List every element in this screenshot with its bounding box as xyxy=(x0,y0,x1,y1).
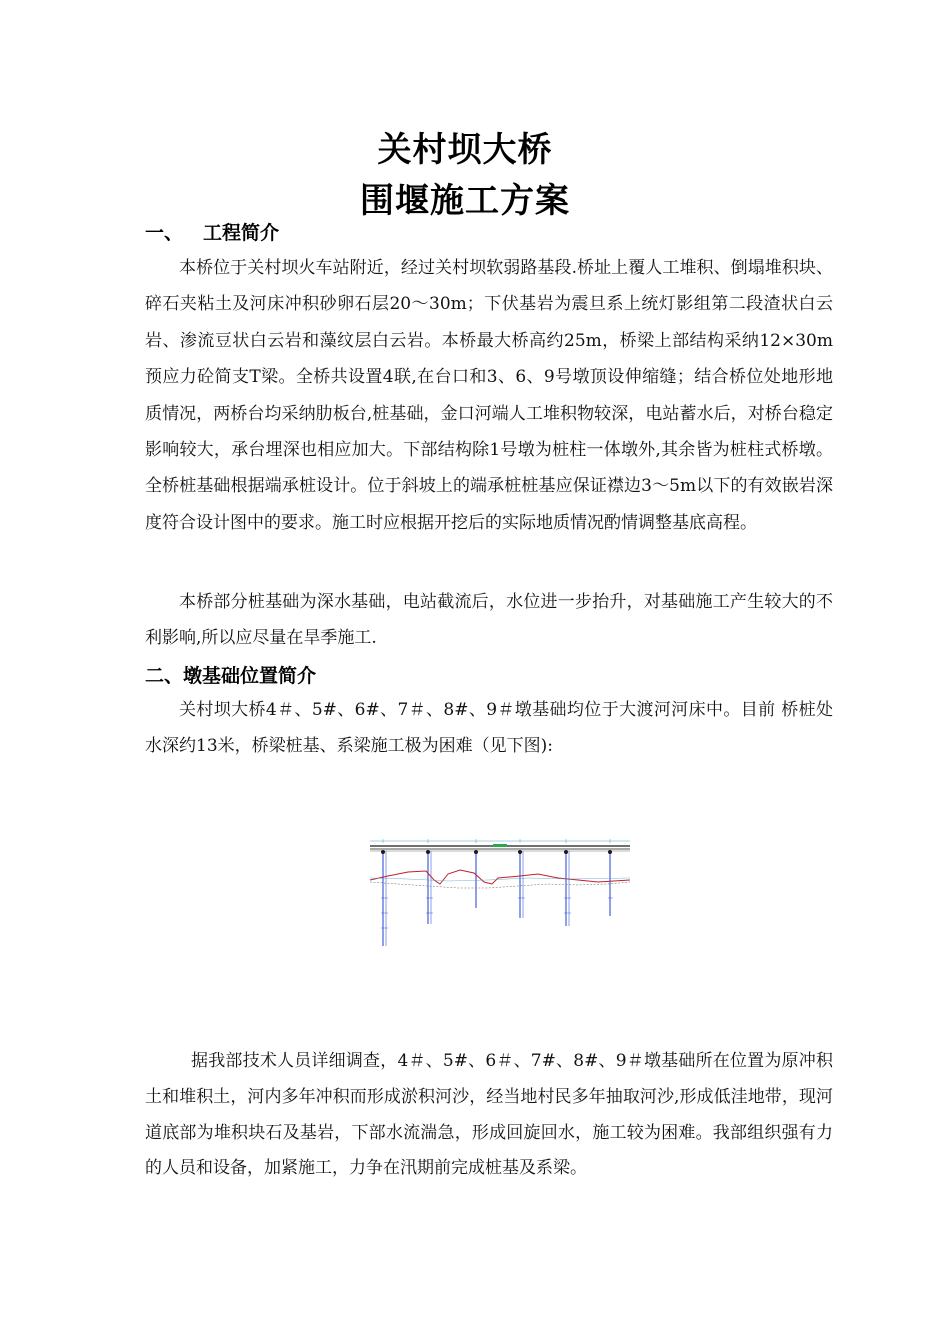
dimension-lines xyxy=(370,839,630,843)
document-title-line2: 围堰施工方案 xyxy=(360,181,570,221)
bridge-deck xyxy=(370,844,630,851)
bridge-elevation-drawing xyxy=(368,838,632,950)
section-heading-1 xyxy=(145,218,279,245)
paragraph-site-survey: 据我部技术人员详细调查，4＃、5#、6＃、7#、8#、9＃墩基础所在位置为原冲积土和堆积土，河内多年冲积而形成淤积河沙，经当地村民多年抽取河沙,形成低洼地带，现河道底部为堆积块石及基岩，下部水流湍急，形成回旋回水，施工较为困难。我部组织强有力的人员和设备，加紧施工，力争在汛期前完成桩基及系梁。 xyxy=(145,1051,833,1179)
document-title-line1: 关村坝大桥 xyxy=(377,130,553,170)
section-number-2: 二、 xyxy=(145,665,184,687)
paragraph-deep-water: 本桥部分桩基础为深水基础，电站截流后，水位进一步抬升，对基础施工产生较大的不利影响,所以应尽量在旱季施工. xyxy=(145,592,833,649)
section-title-1: 工程简介 xyxy=(203,222,280,244)
bridge-piers xyxy=(383,851,610,946)
paragraph-overview: 本桥位于关村坝火车站附近，经过关村坝软弱路基段.桥址上覆人工堆积、倒塌堆积块、碎石夹粘土及河床冲积砂卵石层20～30m；下伏基岩为震旦系上统灯影组第二段渣状白云岩、渗流豆状白云岩和藻纹层白云岩。本桥最大桥高约25m，桥梁上部结构采纳12×30m预应力砼简支T梁。全桥共设置4联,在台口和3、6、9号墩顶设伸缩缝；结合桥位处地形地质情况，两桥台均采纳肋板台,桩基础，金口河端人工堆积物较深，电站蓄水后，对桥台稳定影响较大，承台埋深也相应加大。下部结构除1号墩为桩柱一体墩外,其余皆为桩柱式桥墩。全桥桩基础根据端承桩设计。位于斜坡上的端承桩桩基应保证襟边3～5m以下的有效嵌岩深度符合设计图中的要求。施工时应根据开挖后的实际地质情况酌情调整基底高程。 xyxy=(145,258,833,533)
riverbed-profile xyxy=(370,870,630,888)
section-number-1: 一、 xyxy=(145,222,184,244)
section-heading-2 xyxy=(145,661,316,688)
section-title-2: 墩基础位置简介 xyxy=(183,665,317,687)
pile-tick-marks xyxy=(381,898,613,928)
paragraph-pier-location: 关村坝大桥4＃、5#、6#、7＃、8#、9＃墩基础均位于大渡河河床中。目前 桥桩处水深约13米，桥梁桩基、系梁施工极为困难（见下图): xyxy=(145,700,833,757)
pier-caps xyxy=(381,850,612,854)
